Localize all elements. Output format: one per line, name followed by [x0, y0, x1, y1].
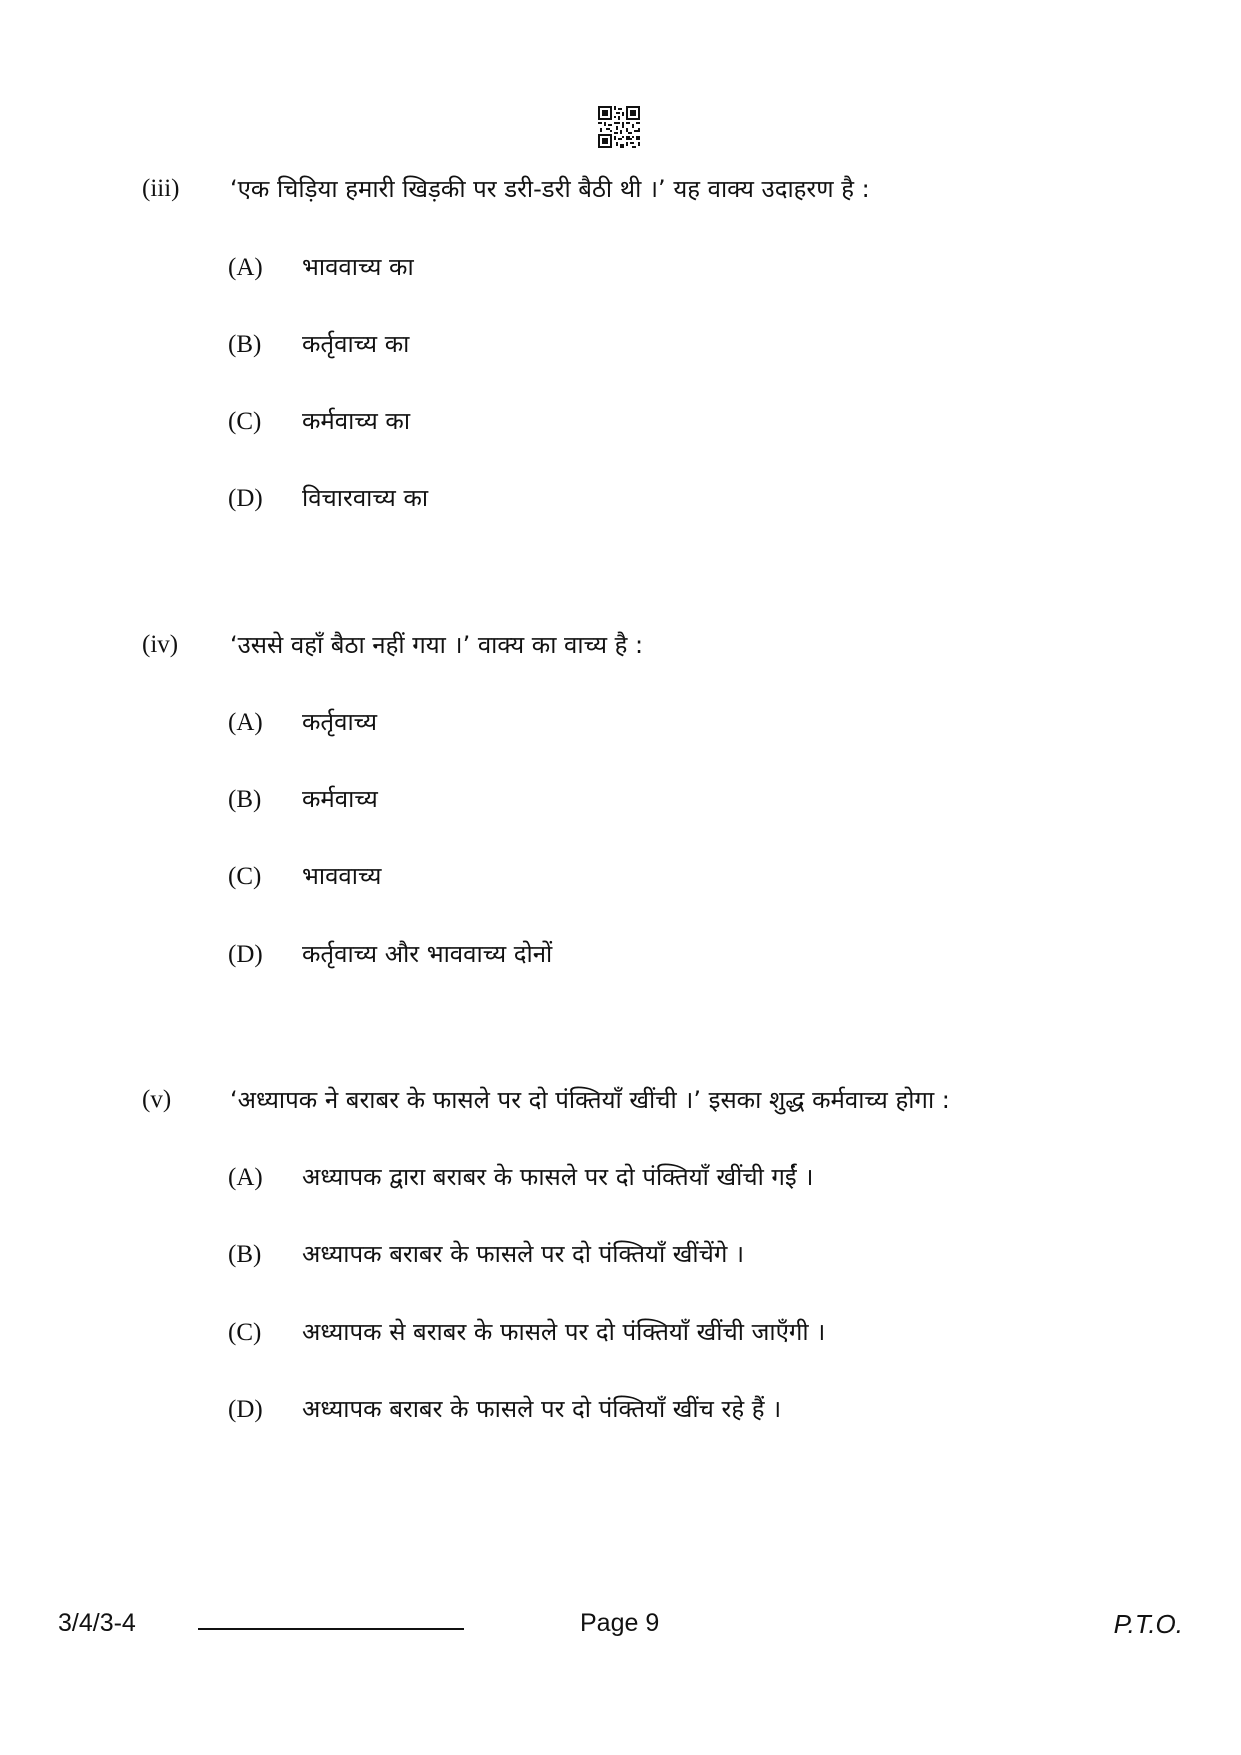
- option-letter: (C): [228, 1319, 262, 1346]
- option-a: [228, 1160, 813, 1197]
- option-letter: (D): [228, 485, 263, 512]
- option-a: [228, 705, 377, 742]
- question-text: ‘अध्यापक ने बराबर के फासले पर दो पंक्तियाँ खींची ।’ इसका शुद्ध कर्मवाच्य होगा :: [230, 1086, 950, 1114]
- option-b: [228, 1237, 744, 1274]
- option-b: [228, 782, 378, 819]
- option-letter: (B): [228, 1241, 262, 1268]
- option-text: कर्तृवाच्य: [302, 708, 378, 736]
- option-text: कर्मवाच्य का: [302, 407, 411, 435]
- page-number: Page 9: [580, 1609, 660, 1637]
- option-letter: (C): [228, 863, 262, 890]
- option-letter: (B): [228, 331, 262, 358]
- option-d: [228, 481, 428, 518]
- option-letter: (A): [228, 254, 263, 281]
- option-d: [228, 937, 552, 974]
- option-letter: (A): [228, 709, 263, 736]
- question-text: ‘एक चिड़िया हमारी खिड़की पर डरी-डरी बैठी थी ।’ यह वाक्य उदाहरण है :: [230, 175, 870, 203]
- question-text: ‘उससे वहाँ बैठा नहीं गया ।’ वाक्य का वाच्य है :: [230, 631, 644, 659]
- option-text: भाववाच्य का: [302, 253, 414, 281]
- option-text: कर्तृवाच्य का: [302, 330, 410, 358]
- option-text: विचारवाच्य का: [302, 484, 429, 512]
- option-text: अध्यापक बराबर के फासले पर दो पंक्तियाँ खींच रहे हैं ।: [302, 1395, 782, 1423]
- option-c: [228, 1315, 825, 1352]
- option-d: [228, 1392, 781, 1429]
- option-text: कर्मवाच्य: [302, 785, 378, 813]
- paper-code: 3/4/3-4: [58, 1609, 136, 1637]
- option-text: अध्यापक द्वारा बराबर के फासले पर दो पंक्तियाँ खींची गईं ।: [302, 1163, 814, 1191]
- question-number: (iii): [142, 175, 180, 202]
- question-number: (v): [142, 1086, 172, 1113]
- option-letter: (D): [228, 941, 263, 968]
- option-letter: (B): [228, 786, 262, 813]
- option-text: अध्यापक बराबर के फासले पर दो पंक्तियाँ खींचेंगे ।: [302, 1240, 745, 1268]
- option-letter: (C): [228, 408, 262, 435]
- question-number: (iv): [142, 631, 179, 658]
- option-letter: (D): [228, 1396, 263, 1423]
- pto-label: P.T.O.: [1113, 1609, 1183, 1639]
- option-c: [228, 404, 410, 441]
- option-a: [228, 250, 414, 287]
- footer-rule: [198, 1628, 464, 1630]
- option-letter: (A): [228, 1164, 263, 1191]
- option-c: [228, 859, 381, 896]
- qr-code-icon: [598, 106, 640, 148]
- option-b: [228, 327, 409, 364]
- option-text: अध्यापक से बराबर के फासले पर दो पंक्तियाँ खींची जाएँगी ।: [302, 1318, 826, 1346]
- option-text: भाववाच्य: [302, 862, 382, 890]
- option-text: कर्तृवाच्य और भाववाच्य दोनों: [302, 940, 553, 968]
